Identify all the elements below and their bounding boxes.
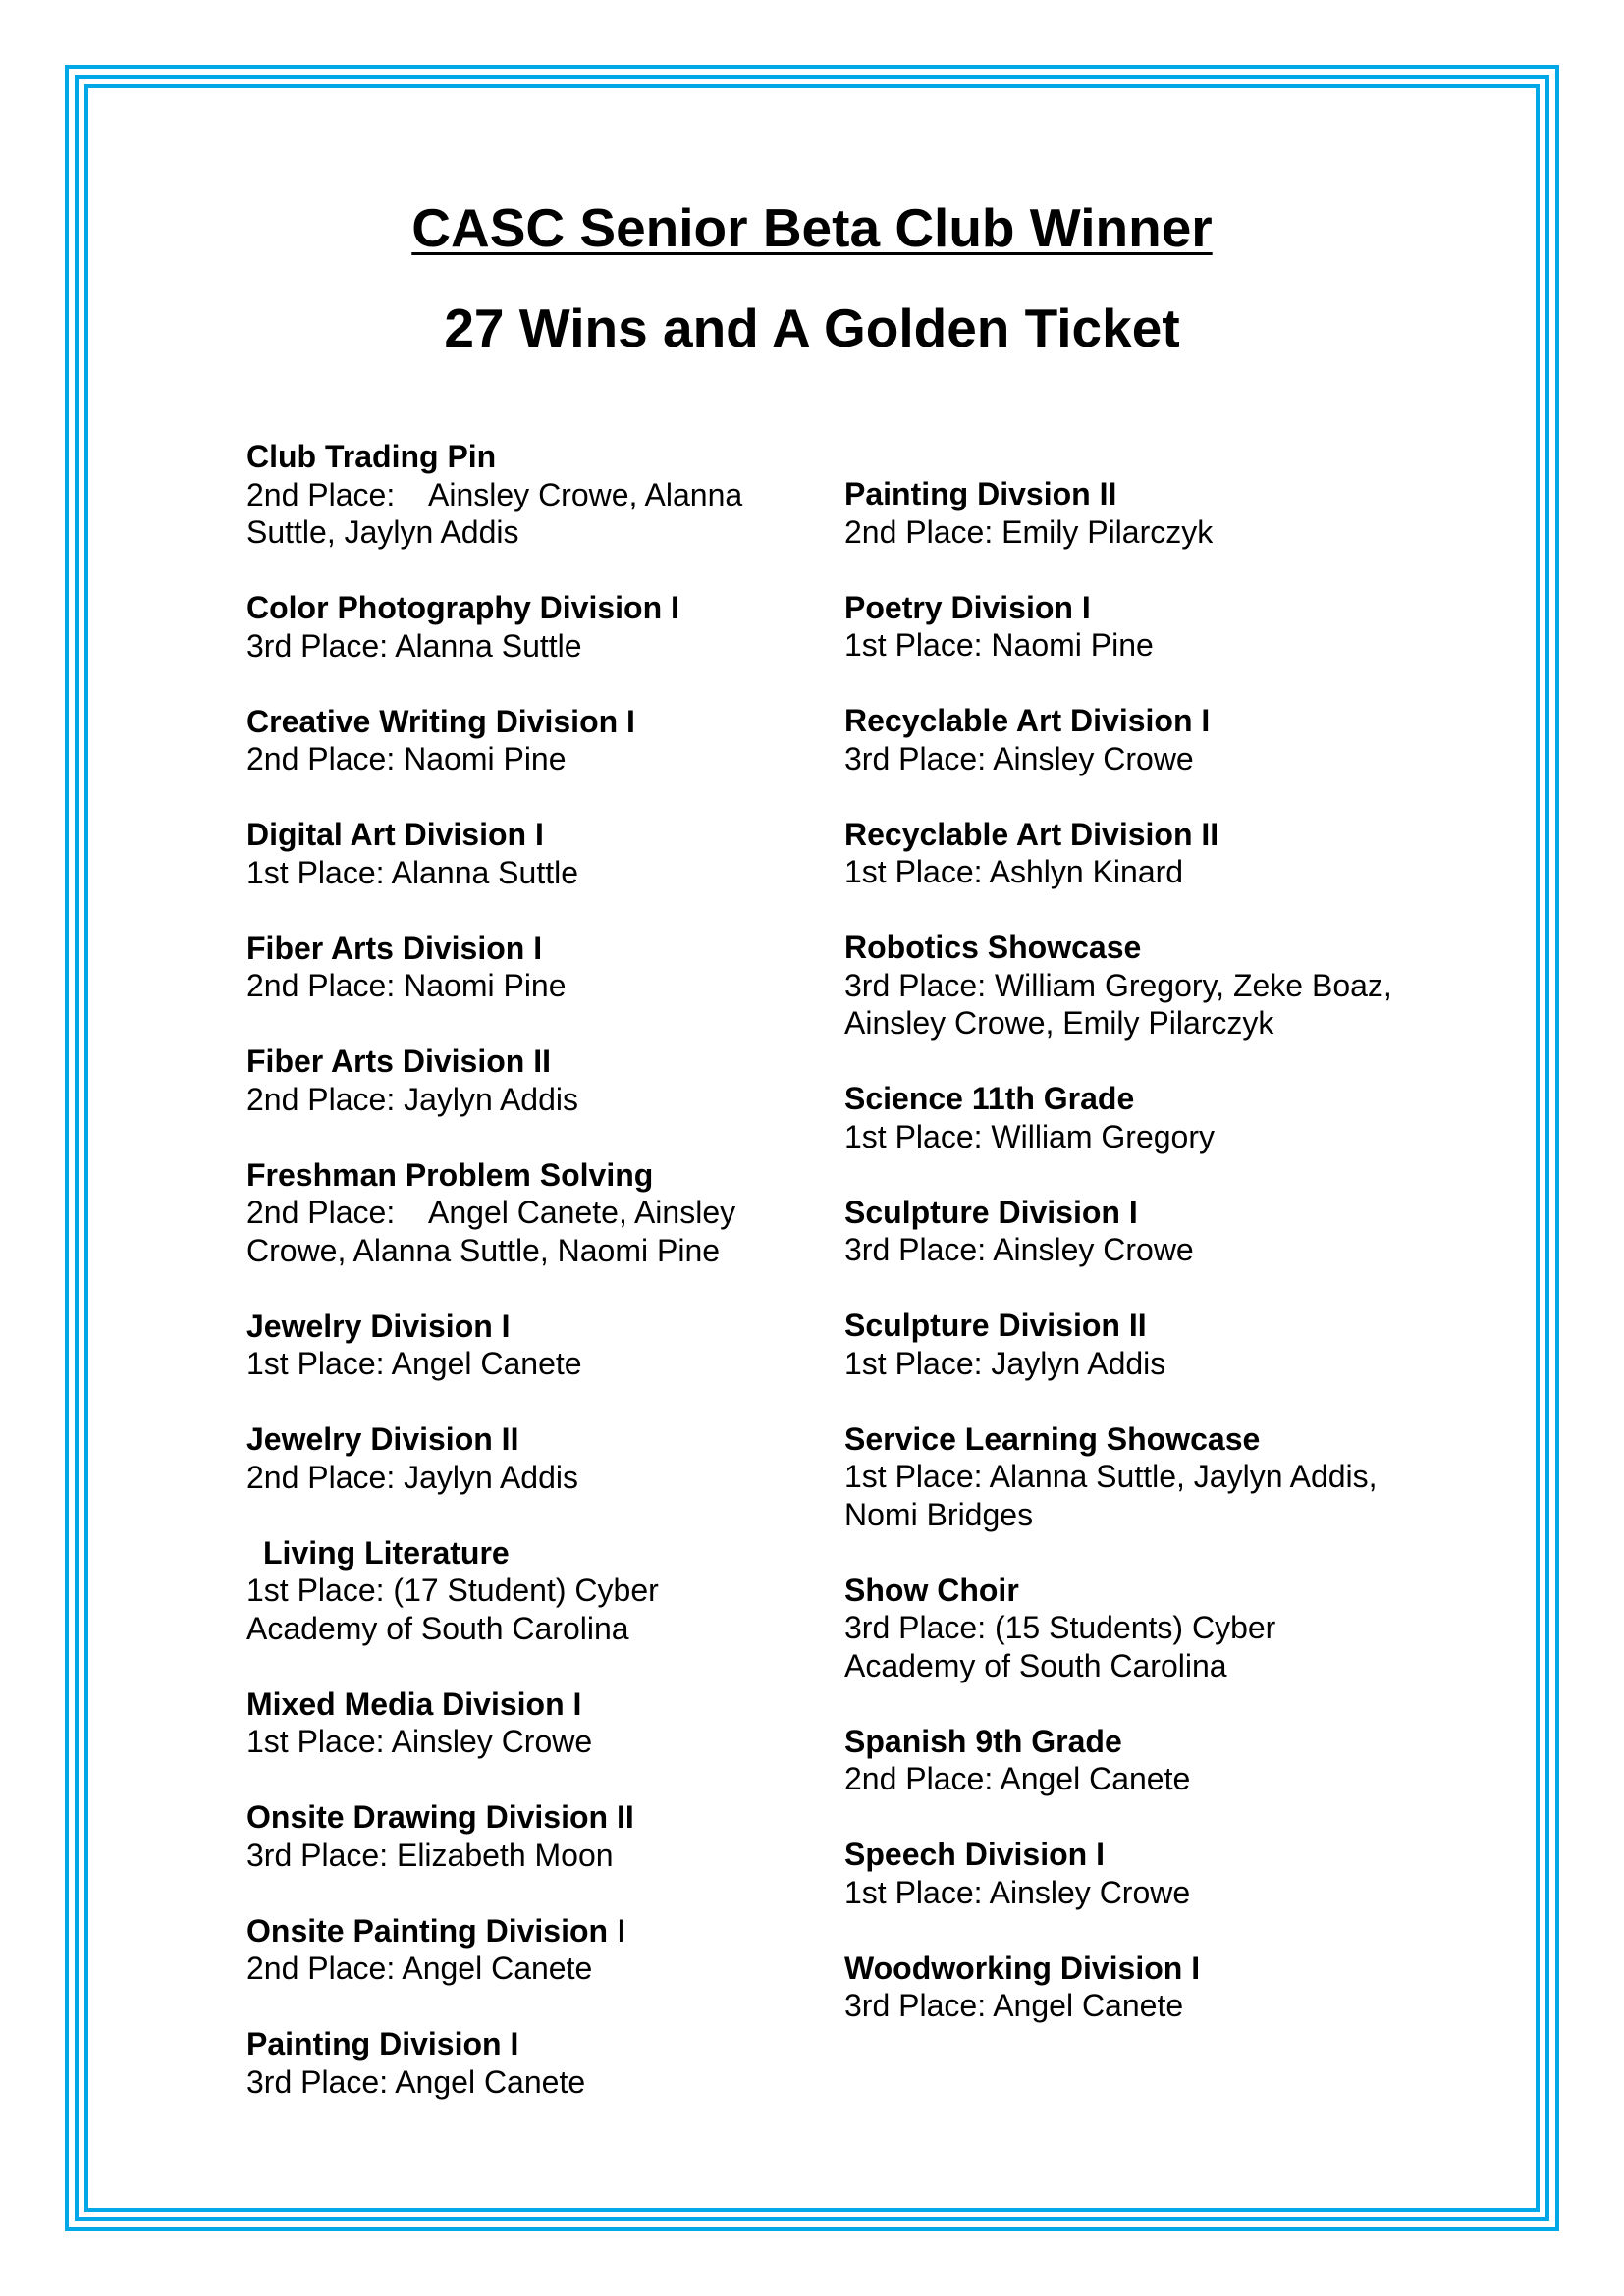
award-category: Recyclable Art Division I bbox=[844, 703, 1211, 738]
award-entry bbox=[844, 589, 1394, 665]
award-result: 3rd Place: Angel Canete bbox=[844, 1988, 1184, 2023]
award-entry bbox=[844, 1307, 1394, 1382]
award-entry bbox=[246, 1156, 796, 1270]
award-result: 3rd Place: Ainsley Crowe bbox=[844, 740, 1194, 776]
award-result: 1st Place: Ainsley Crowe bbox=[246, 1724, 593, 1759]
award-category: Sculpture Division I bbox=[844, 1194, 1138, 1230]
award-entry bbox=[844, 1572, 1394, 1685]
award-entry bbox=[246, 1534, 796, 1648]
award-entry bbox=[246, 1042, 796, 1118]
award-category: Mixed Media Division I bbox=[246, 1685, 582, 1722]
award-entry bbox=[844, 1080, 1394, 1155]
award-entry bbox=[844, 702, 1394, 777]
award-category: Digital Art Division I bbox=[246, 817, 544, 852]
award-result: 1st Place: William Gregory bbox=[844, 1118, 1215, 1154]
award-category-line bbox=[246, 1912, 796, 1950]
award-entry bbox=[844, 1194, 1394, 1269]
award-category: Poetry Division I bbox=[844, 589, 1091, 625]
award-category: Spanish 9th Grade bbox=[844, 1723, 1122, 1759]
award-result: 2nd Place: Angel Canete bbox=[844, 1761, 1191, 1796]
right-column bbox=[844, 475, 1399, 2062]
award-result: 3rd Place: Ainsley Crowe bbox=[844, 1232, 1194, 1267]
award-category: Speech Division I bbox=[844, 1837, 1105, 1872]
award-result: 3rd Place: William Gregory, Zeke Boaz, Ainsley Crowe, Emily Pilarczyk bbox=[844, 967, 1399, 1041]
page-subtitle: 27 Wins and A Golden Ticket bbox=[444, 297, 1180, 358]
award-category: Painting Divsion II bbox=[844, 476, 1117, 511]
award-entry bbox=[844, 929, 1399, 1042]
award-category: Woodworking Division I bbox=[844, 1949, 1201, 1986]
award-entry bbox=[246, 1308, 796, 1383]
award-result: 3rd Place: Elizabeth Moon bbox=[246, 1837, 614, 1873]
award-entry bbox=[246, 589, 796, 665]
award-category: Fiber Arts Division I bbox=[246, 930, 543, 966]
award-result: 2nd Place: Emily Pilarczyk bbox=[844, 513, 1214, 550]
award-category: Painting Division I bbox=[246, 2026, 519, 2061]
award-entry bbox=[844, 1949, 1394, 2025]
award-result: 1st Place: Alanna Suttle, Jaylyn Addis, Nomi Bridges bbox=[844, 1459, 1386, 1532]
award-result: 2nd Place: Angel Canete bbox=[246, 1950, 593, 1986]
award-entry bbox=[246, 1912, 796, 1988]
award-entry bbox=[844, 475, 1394, 551]
award-category: Jewelry Division II bbox=[246, 1421, 519, 1457]
award-category: Robotics Showcase bbox=[844, 930, 1142, 965]
award-entry bbox=[246, 816, 796, 891]
award-category: Onsite Painting Division bbox=[246, 1912, 609, 1949]
award-category: Sculpture Division II bbox=[844, 1308, 1147, 1343]
award-category: Creative Writing Division I bbox=[246, 703, 635, 739]
award-result: 2nd Place: Naomi Pine bbox=[246, 741, 567, 776]
left-column bbox=[246, 438, 796, 2139]
award-category: Recyclable Art Division II bbox=[844, 816, 1219, 852]
award-result: 2nd Place: Jaylyn Addis bbox=[246, 1081, 578, 1117]
award-entry bbox=[246, 438, 796, 552]
award-entry bbox=[246, 703, 796, 778]
award-category: Living Literature bbox=[263, 1534, 510, 1571]
award-entry bbox=[246, 1798, 796, 1874]
award-result: 3rd Place: (15 Students) Cyber Academy of South Carolina bbox=[844, 1610, 1283, 1683]
award-entry bbox=[246, 930, 796, 1005]
award-category: Service Learning Showcase bbox=[844, 1420, 1261, 1457]
award-entry bbox=[246, 1685, 796, 1761]
award-entry bbox=[844, 1723, 1394, 1798]
award-entry bbox=[844, 816, 1394, 891]
award-result: 1st Place: Ainsley Crowe bbox=[844, 1874, 1191, 1910]
award-category: Freshman Problem Solving bbox=[246, 1156, 654, 1193]
award-result: 1st Place: Ashlyn Kinard bbox=[844, 854, 1184, 889]
award-result: 1st Place: Naomi Pine bbox=[844, 627, 1154, 663]
award-result: 1st Place: Angel Canete bbox=[246, 1346, 582, 1381]
award-result: 3rd Place: Angel Canete bbox=[246, 2063, 586, 2100]
award-result: 2nd Place: Naomi Pine bbox=[246, 968, 567, 1003]
award-entry bbox=[246, 1420, 796, 1496]
award-result: 1st Place: (17 Student) Cyber Academy of South Carolina bbox=[246, 1573, 666, 1646]
award-entry bbox=[844, 1836, 1394, 1911]
award-result: 2nd Place: Angel Canete, Ainsley Crowe, Alanna Suttle, Naomi Pine bbox=[246, 1195, 744, 1268]
award-category: Jewelry Division I bbox=[246, 1308, 511, 1344]
award-category: Color Photography Division I bbox=[246, 590, 679, 625]
award-category: Science 11th Grade bbox=[844, 1081, 1135, 1116]
award-entry bbox=[844, 1420, 1394, 1534]
award-result: 1st Place: Alanna Suttle bbox=[246, 854, 578, 890]
page-title: CASC Senior Beta Club Winner bbox=[411, 197, 1213, 258]
award-result: 2nd Place: Ainsley Crowe, Alanna Suttle, Jaylyn Addis bbox=[246, 476, 752, 550]
award-category-suffix: I bbox=[608, 1912, 625, 1949]
award-entry bbox=[246, 2025, 796, 2101]
award-category: Club Trading Pin bbox=[246, 439, 497, 474]
award-category: Onsite Drawing Division II bbox=[246, 1799, 634, 1835]
award-category: Fiber Arts Division II bbox=[246, 1043, 551, 1079]
award-result: 2nd Place: Jaylyn Addis bbox=[246, 1459, 578, 1495]
award-result: 3rd Place: Alanna Suttle bbox=[246, 627, 582, 664]
award-category: Show Choir bbox=[844, 1572, 1019, 1608]
award-result: 1st Place: Jaylyn Addis bbox=[844, 1345, 1166, 1381]
